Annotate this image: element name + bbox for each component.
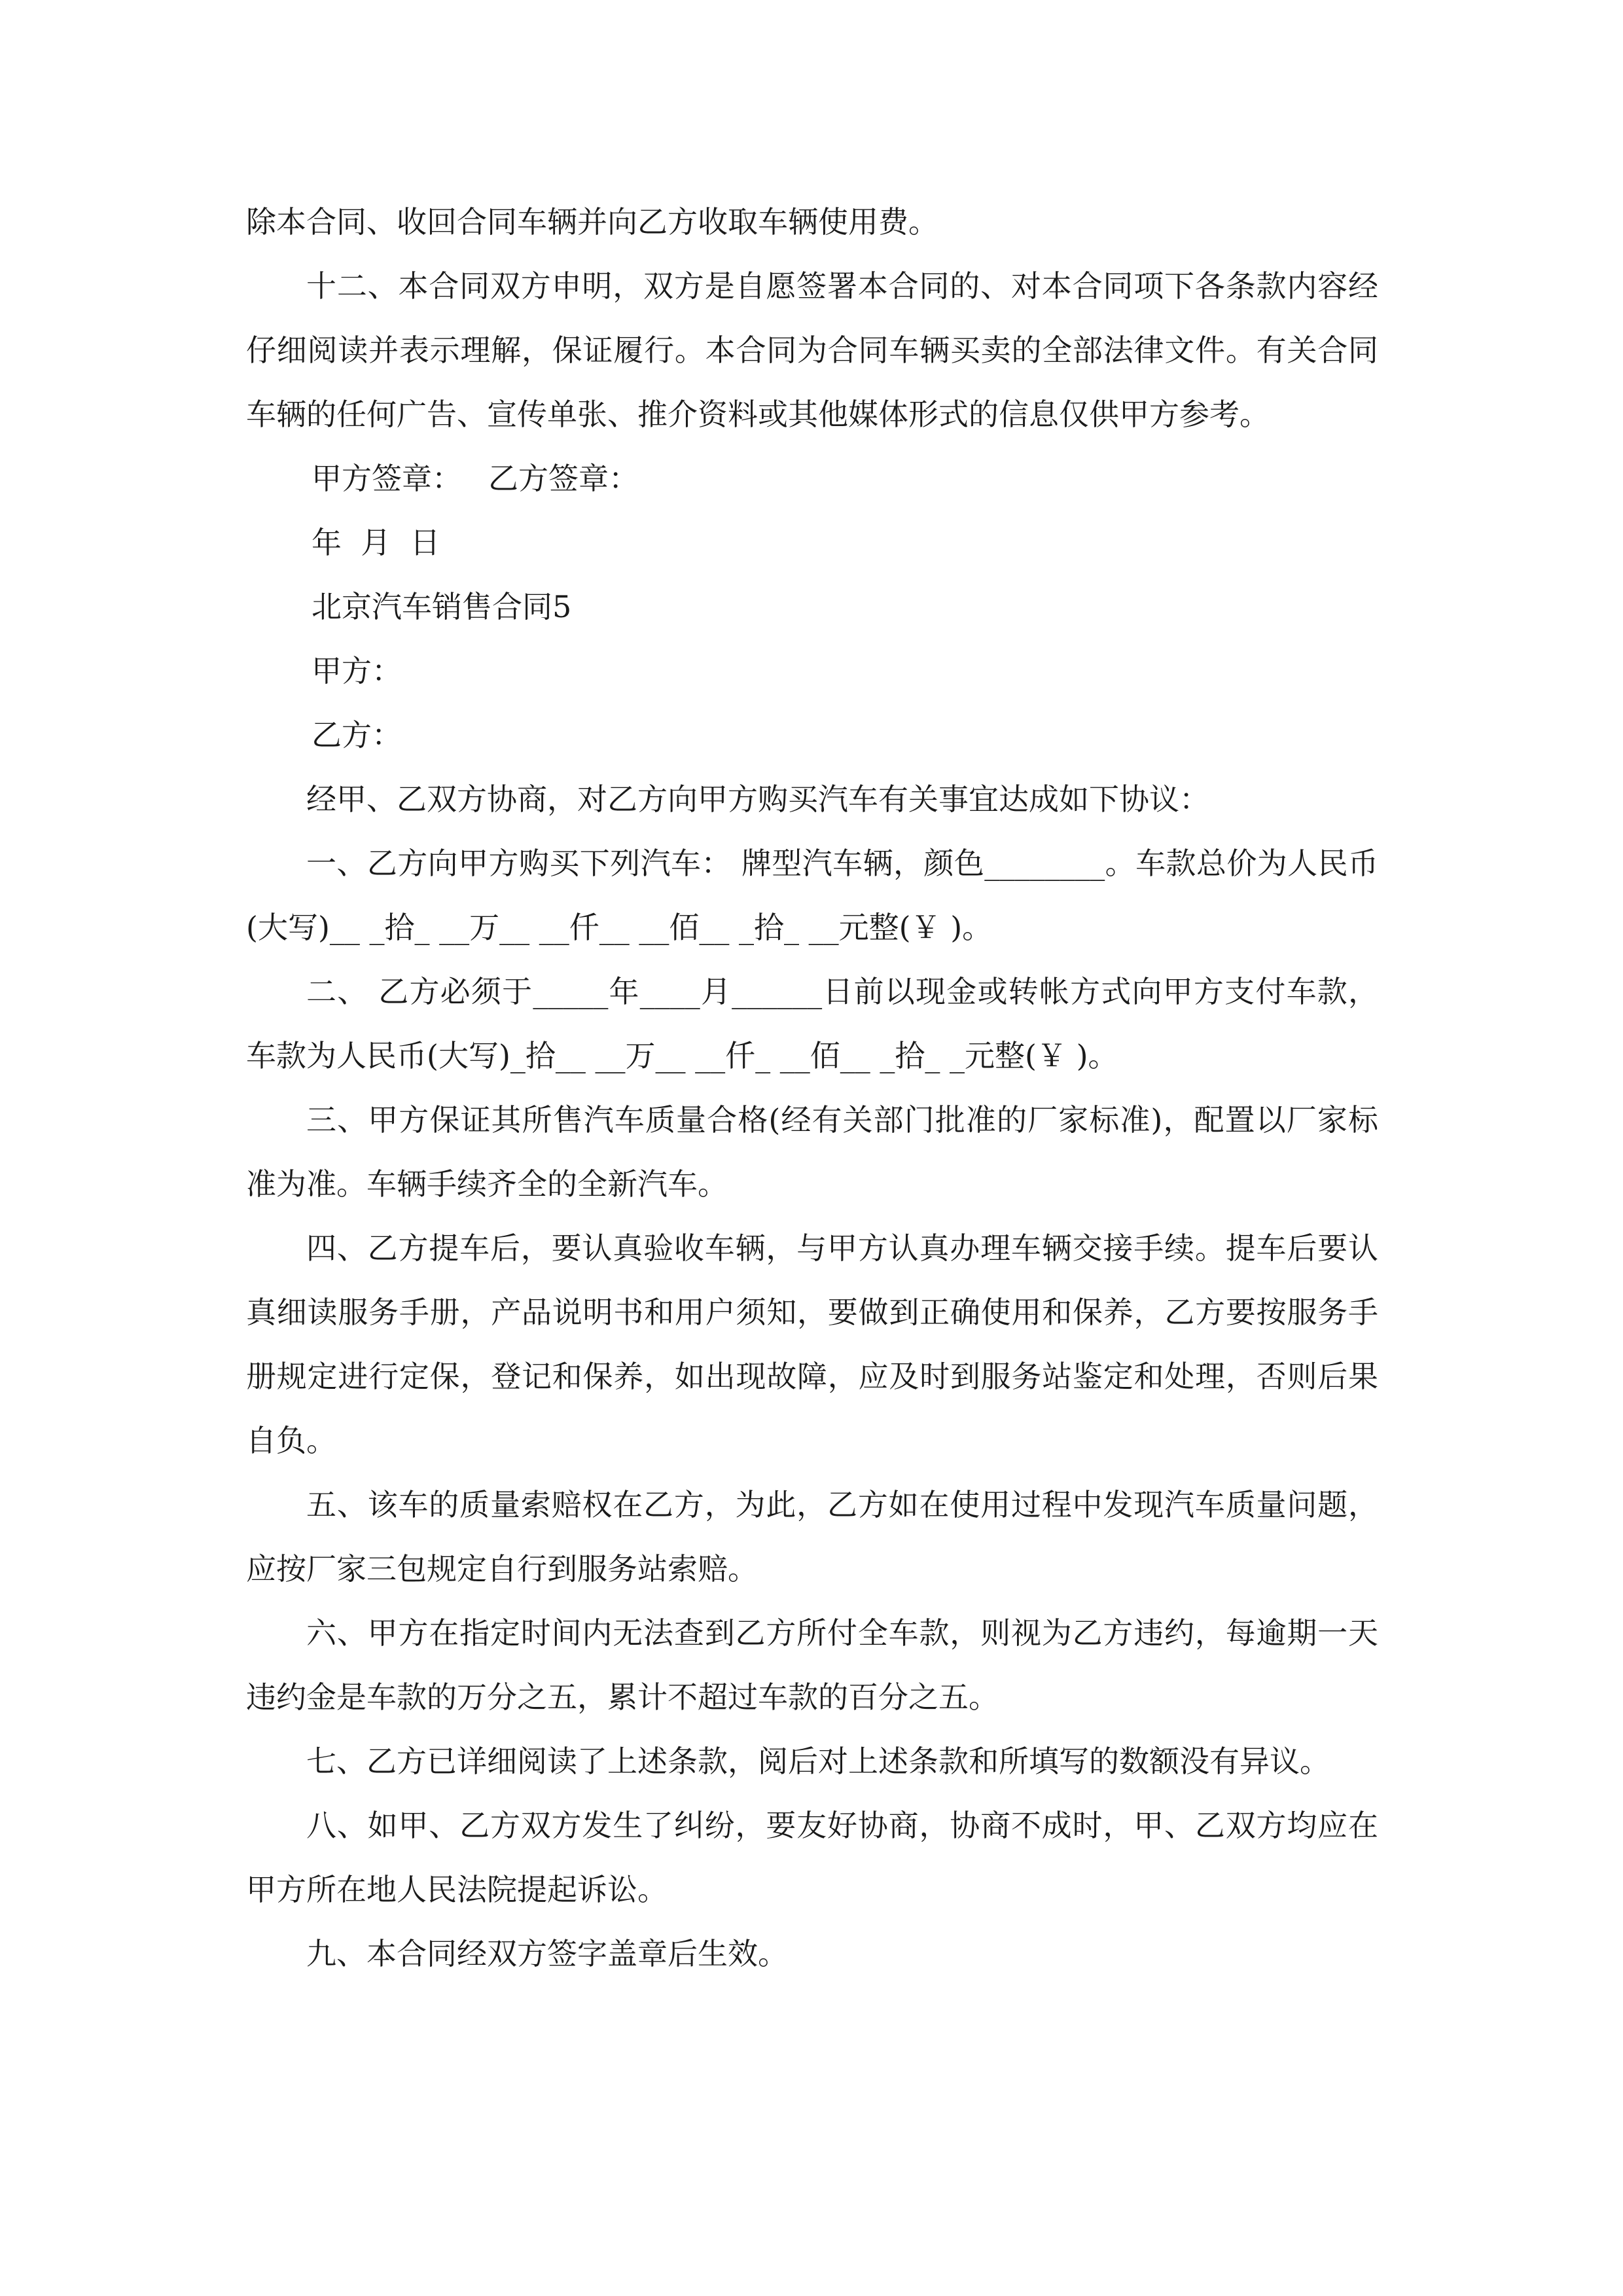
contract-title: 北京汽车销售合同5	[312, 589, 572, 624]
party-a-label: 甲方：	[312, 653, 402, 689]
clause-7: 七、乙方已详细阅读了上述条款，阅后对上述条款和所填写的数额没有异议。	[306, 1744, 1330, 1779]
clause-1: 一、乙方向甲方购买下列汽车： 牌型汽车辆，颜色________。车款总价为人民币(大写)__ _拾_ __万__ __仟__ __佰__ _拾_ __元整(￥ )。	[246, 846, 1378, 945]
clause-6: 六、甲方在指定时间内无法查到乙方所付全车款，则视为乙方违约，每逾期一天违约金是车款的万分之五，累计不超过车款的百分之五。	[246, 1615, 1378, 1715]
clause-9: 九、本合同经双方签字盖章后生效。	[306, 1936, 788, 1971]
party-a-signature-label: 甲方签章：	[312, 461, 462, 496]
paragraph-continuation: 除本合同、收回合同车辆并向乙方收取车辆使用费。	[246, 204, 938, 240]
clause-8: 八、如甲、乙方双方发生了纠纷，要友好协商，协商不成时，甲、乙双方均应在甲方所在地人民法院提起诉讼。	[246, 1808, 1378, 1907]
clause-4: 四、乙方提车后，要认真验收车辆，与甲方认真办理车辆交接手续。提车后要认真细读服务手册，产品说明书和用户须知，要做到正确使用和保养，乙方要按服务手册规定进行定保，登记和保养，如出现故障，应及时到服务站鉴定和处理，否则后果自负。	[246, 1230, 1378, 1458]
clause-2: 二、 乙方必须于_____年____月______日前以现金或转帐方式向甲方支付车款，车款为人民币(大写)_拾__ __万__ __仟_ __佰__ _拾_ _元整(￥ )。	[246, 974, 1378, 1073]
party-b-signature-label: 乙方签章：	[488, 461, 639, 496]
clause-3: 三、甲方保证其所售汽车质量合格(经有关部门批准的厂家标准)，配置以厂家标准为准。车辆手续齐全的全新汽车。	[246, 1102, 1378, 1202]
signature-line	[246, 446, 1378, 511]
document-body	[246, 190, 1378, 1986]
date-line: 年 月 日	[312, 525, 440, 560]
paragraph-clause-12: 十二、本合同双方申明，双方是自愿签署本合同的、对本合同项下各条款内容经仔细阅读并表示理解，保证履行。本合同为合同车辆买卖的全部法律文件。有关合同车辆的任何广告、宣传单张、推介资料或其他媒体形式的信息仅供甲方参考。	[246, 268, 1378, 432]
party-b-label: 乙方：	[312, 717, 402, 753]
clause-intro: 经甲、乙双方协商，对乙方向甲方购买汽车有关事宜达成如下协议：	[306, 781, 1209, 817]
clause-5: 五、该车的质量索赔权在乙方，为此，乙方如在使用过程中发现汽车质量问题，应按厂家三包规定自行到服务站索赔。	[246, 1487, 1378, 1587]
